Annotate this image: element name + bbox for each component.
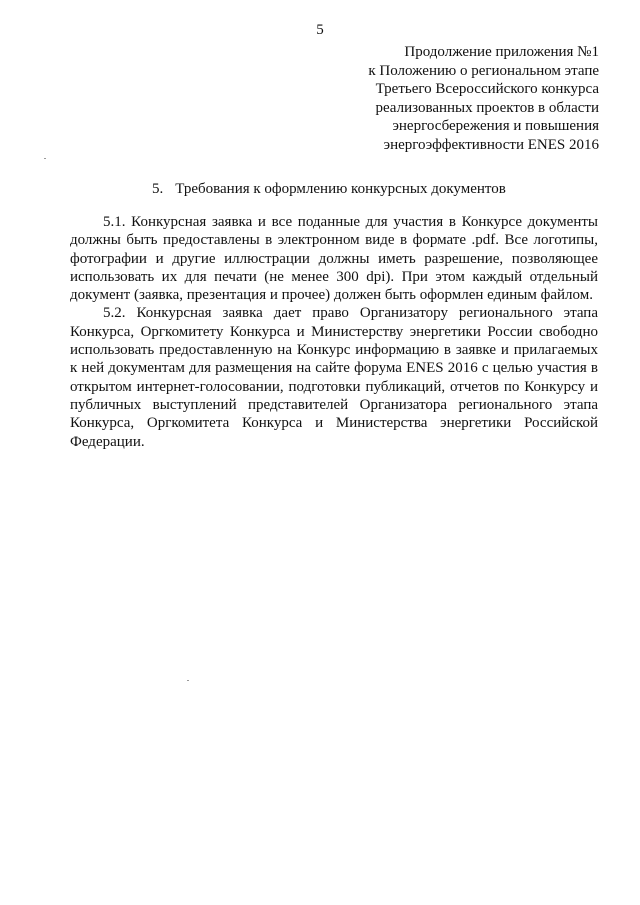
- paragraph-5-1: 5.1. Конкурсная заявка и все поданные для участия в Конкурсе документы должны быть предоставлены в электронном виде в формате .pdf. Все логотипы, фотографии и другие иллюстрации должны иметь разрешение, позволяющее использовать их для печати (не менее 300 dpi). При этом каждый отдельный документ (заявка, презентация и прочее) должен быть оформлен единым файлом.: [70, 214, 598, 304]
- page-number: 5: [316, 22, 324, 38]
- appendix-header: [299, 43, 599, 155]
- appendix-line: Продолжение приложения №1: [404, 44, 599, 60]
- scan-artifact: [44, 158, 46, 159]
- section-number: 5.: [152, 181, 164, 197]
- section-heading: [152, 181, 506, 198]
- appendix-line: энергоэффективности ENES 2016: [383, 136, 599, 153]
- appendix-line: к Положению о региональном этапе: [368, 62, 599, 79]
- section-title: Требования к оформлению конкурсных документов: [175, 181, 506, 197]
- paragraph-5-2: 5.2. Конкурсная заявка дает право Организатору регионального этапа Конкурса, Оргкомитету Конкурса и Министерству энергетики России свободно использовать предоставленную на Конкурс информацию в заявке и прилагаемых к ней документам для размещения на сайте форума ENES 2016 с целью участия в открытом интернет-голосовании, подготовки публикаций, отчетов по Конкурсу и публичных выступлений представителей Организатора регионального этапа Конкурса, Оргкомитета Конкурса и Министерства энергетики Российской Федерации.: [70, 305, 598, 450]
- body-text: [70, 213, 598, 451]
- scan-artifact: [187, 680, 189, 681]
- appendix-line: реализованных проектов в области: [375, 99, 599, 116]
- appendix-line: энергосбережения и повышения: [392, 118, 599, 135]
- appendix-line: Третьего Всероссийского конкурса: [375, 81, 599, 98]
